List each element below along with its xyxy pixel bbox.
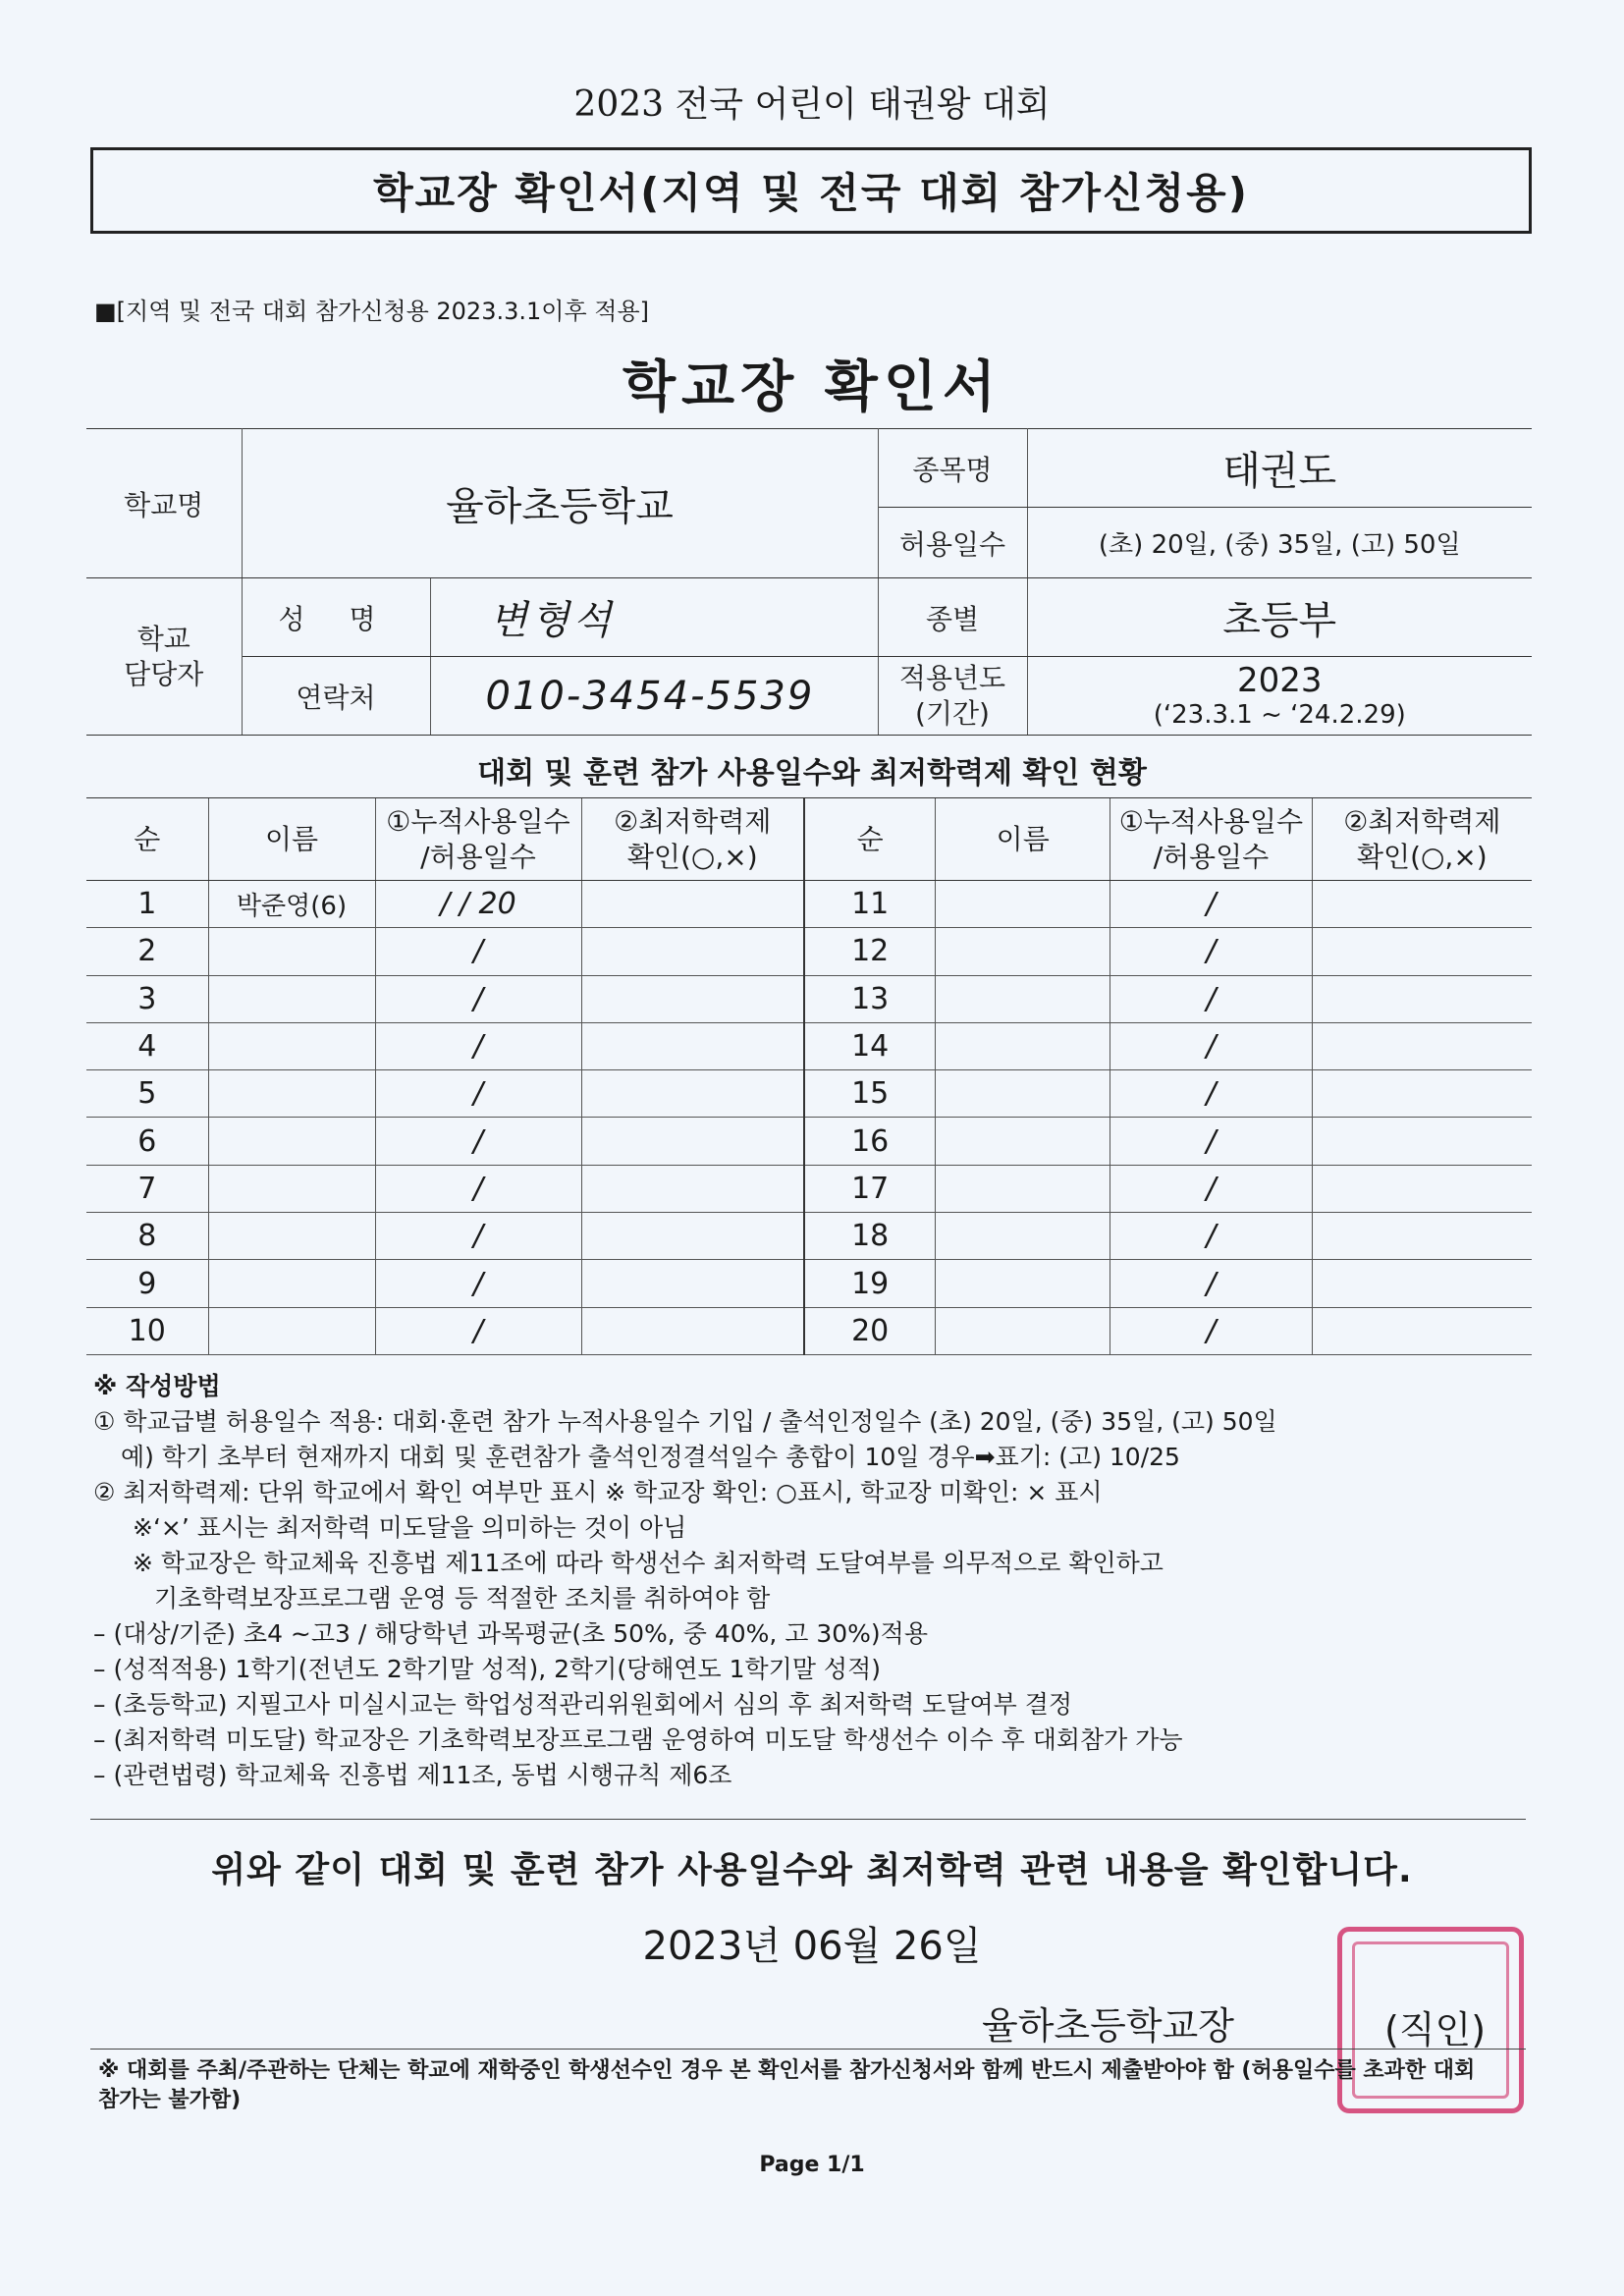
cell-no: 1 — [86, 881, 208, 928]
header-check: ②최저학력제 확인(○,×) — [581, 798, 803, 881]
cell-check — [581, 1118, 803, 1165]
cell-days: / — [1110, 1213, 1313, 1260]
school-name-value: 율하초등학교 — [242, 429, 878, 578]
cell-check — [1312, 1118, 1532, 1165]
cell-days: / — [1110, 1118, 1313, 1165]
issue-date: 2023년 06월 26일 — [642, 1924, 982, 1969]
cell-no: 9 — [86, 1260, 208, 1307]
table-row — [86, 1022, 803, 1069]
cell-days: / — [375, 1307, 581, 1354]
sport-label: 종목명 — [878, 429, 1027, 508]
instructions — [93, 1369, 1537, 1793]
cell-days: / — [375, 1213, 581, 1260]
table-row — [804, 1307, 1532, 1354]
cell-days: / — [1110, 1165, 1313, 1212]
cell-name — [936, 1070, 1110, 1118]
cell-check — [1312, 1260, 1532, 1307]
cell-no: 4 — [86, 1022, 208, 1069]
cell-days: / — [1110, 1260, 1313, 1307]
instruction-line: ① 학교급별 허용일수 적용: 대회·훈련 참가 누적사용일수 기입 / 출석인정일수 (초) 20일, (중) 35일, (고) 50일 — [93, 1407, 1277, 1436]
cell-days: / / 20 — [375, 881, 581, 928]
cell-check — [1312, 975, 1532, 1022]
table-row — [804, 1118, 1532, 1165]
table-row — [86, 1118, 803, 1165]
cell-no: 18 — [804, 1213, 936, 1260]
divider — [90, 1819, 1526, 1820]
status-right-body — [804, 881, 1532, 1355]
cell-name — [208, 1070, 375, 1118]
cell-check — [1312, 928, 1532, 975]
days-value: (초) 20일, (중) 35일, (고) 50일 — [1027, 508, 1532, 578]
cell-name — [936, 881, 1110, 928]
name-label: 성 명 — [242, 578, 430, 657]
manager-name-value: 변형석 — [430, 578, 878, 657]
cell-no: 16 — [804, 1118, 936, 1165]
instruction-line: – (성적적용) 1학기(전년도 2학기말 성적), 2학기(당해연도 1학기말 성적) — [93, 1655, 881, 1683]
table-row — [86, 1213, 803, 1260]
cell-name — [936, 1213, 1110, 1260]
instruction-line: – (대상/기준) 초4 ~고3 / 해당학년 과목평균(초 50%, 중 40%, 고 30%)적용 — [93, 1619, 928, 1648]
cell-check — [581, 1260, 803, 1307]
cell-days: / — [375, 1260, 581, 1307]
year-cell — [1027, 657, 1532, 736]
header-check: ②최저학력제 확인(○,×) — [1312, 798, 1532, 881]
instruction-line: – (관련법령) 학교체육 진흥법 제11조, 동법 시행규칙 제6조 — [93, 1761, 732, 1789]
cell-no: 20 — [804, 1307, 936, 1354]
cell-no: 12 — [804, 928, 936, 975]
cell-no: 14 — [804, 1022, 936, 1069]
cell-days: / — [375, 1165, 581, 1212]
header-no: 순 — [804, 798, 936, 881]
instruction-line: 예) 학기 초부터 현재까지 대회 및 훈련참가 출석인정결석일수 총합이 10일 경우➡표기: (고) 10/25 — [121, 1443, 1180, 1471]
cell-days: / — [375, 975, 581, 1022]
table-row — [804, 1070, 1532, 1118]
table-row — [86, 881, 803, 928]
header-no: 순 — [86, 798, 208, 881]
page-number: Page 1/1 — [759, 2153, 865, 2177]
cell-name — [936, 1260, 1110, 1307]
table-row — [804, 1213, 1532, 1260]
period-value: (‘23.3.1 ~ ‘24.2.29) — [1153, 699, 1406, 730]
cell-days: / — [375, 1118, 581, 1165]
instruction-line: ※ 작성방법 — [93, 1372, 221, 1400]
cell-no: 7 — [86, 1165, 208, 1212]
cell-check — [1312, 1165, 1532, 1212]
instruction-line: ② 최저학력제: 단위 학교에서 확인 여부만 표시 ※ 학교장 확인: ○표시, 학교장 미확인: × 표시 — [93, 1478, 1103, 1506]
days-label: 허용일수 — [878, 508, 1027, 578]
cell-check — [581, 975, 803, 1022]
sport-value: 태권도 — [1027, 429, 1532, 508]
school-name-label: 학교명 — [86, 429, 242, 578]
cell-no: 17 — [804, 1165, 936, 1212]
apply-note: ■[지역 및 전국 대회 참가신청용 2023.3.1이후 적용] — [94, 298, 649, 325]
table-row — [86, 1165, 803, 1212]
table-row — [86, 1307, 803, 1354]
year-label: 적용년도 (기간) — [878, 657, 1027, 736]
cell-days: / — [375, 1070, 581, 1118]
status-title: 대회 및 훈련 참가 사용일수와 최저학력제 확인 현황 — [477, 756, 1147, 791]
table-row — [804, 975, 1532, 1022]
table-row — [86, 1260, 803, 1307]
cell-days: / — [1110, 1307, 1313, 1354]
cell-no: 2 — [86, 928, 208, 975]
cell-no: 5 — [86, 1070, 208, 1118]
header-days: ①누적사용일수 /허용일수 — [375, 798, 581, 881]
cell-days: / — [1110, 881, 1313, 928]
status-table-right — [803, 797, 1532, 1355]
seal-mark: (직인) — [1384, 2008, 1487, 2051]
cell-name — [208, 1307, 375, 1354]
table-row — [804, 1165, 1532, 1212]
contact-value: 010-3454-5539 — [430, 657, 878, 736]
cell-check — [1312, 881, 1532, 928]
status-table-left — [86, 797, 803, 1355]
certificate-title: 학교장 확인서 — [622, 355, 1002, 419]
cell-no: 11 — [804, 881, 936, 928]
cell-name: 박준영(6) — [208, 881, 375, 928]
division-value: 초등부 — [1027, 578, 1532, 657]
cell-check — [1312, 1307, 1532, 1354]
event-title: 2023 전국 어린이 태권왕 대회 — [573, 84, 1051, 125]
table-row — [804, 928, 1532, 975]
cell-no: 3 — [86, 975, 208, 1022]
instruction-line: ※ 학교장은 학교체육 진흥법 제11조에 따라 학생선수 최저학력 도달여부를 의무적으로 확인하고 — [133, 1549, 1164, 1577]
cell-name — [936, 1165, 1110, 1212]
instruction-line: ※‘×’ 표시는 최저학력 미도달을 의미하는 것이 아님 — [133, 1513, 687, 1542]
cell-check — [581, 1165, 803, 1212]
cell-check — [581, 1307, 803, 1354]
info-table — [86, 428, 1532, 736]
status-left-body — [86, 881, 803, 1355]
cell-days: / — [375, 928, 581, 975]
cell-no: 8 — [86, 1213, 208, 1260]
instruction-line: – (최저학력 미도달) 학교장은 기초학력보장프로그램 운영하여 미도달 학생선수 이수 후 대회참가 가능 — [93, 1725, 1183, 1754]
cell-no: 15 — [804, 1070, 936, 1118]
header-name: 이름 — [936, 798, 1110, 881]
cell-name — [936, 928, 1110, 975]
cell-check — [581, 881, 803, 928]
cell-days: / — [1110, 928, 1313, 975]
cell-name — [208, 975, 375, 1022]
cell-check — [581, 1022, 803, 1069]
table-row — [804, 1260, 1532, 1307]
cell-name — [208, 1165, 375, 1212]
cell-check — [1312, 1213, 1532, 1260]
principal-name: 율하초등학교장 — [982, 2004, 1234, 2048]
cell-check — [1312, 1022, 1532, 1069]
cell-no: 6 — [86, 1118, 208, 1165]
confirm-text: 위와 같이 대회 및 훈련 참가 사용일수와 최저학력 관련 내용을 확인합니다. — [211, 1850, 1413, 1890]
cell-days: / — [375, 1022, 581, 1069]
cell-days: / — [1110, 975, 1313, 1022]
cell-no: 10 — [86, 1307, 208, 1354]
year-value: 2023 — [1236, 660, 1323, 700]
contact-label: 연락처 — [242, 657, 430, 736]
cell-no: 13 — [804, 975, 936, 1022]
header-days: ①누적사용일수 /허용일수 — [1110, 798, 1313, 881]
table-row — [86, 928, 803, 975]
manager-label: 학교 담당자 — [86, 578, 242, 736]
cell-name — [936, 1307, 1110, 1354]
table-row — [804, 1022, 1532, 1069]
instruction-line: 기초학력보장프로그램 운영 등 적절한 조치를 취하여야 함 — [154, 1584, 771, 1613]
cell-name — [208, 1260, 375, 1307]
cell-check — [581, 1070, 803, 1118]
cell-name — [936, 1022, 1110, 1069]
divider — [90, 2049, 1526, 2050]
division-label: 종별 — [878, 578, 1027, 657]
cell-name — [208, 928, 375, 975]
footnote: ※ 대회를 주최/주관하는 단체는 학교에 재학중인 학생선수인 경우 본 확인서를 참가신청서와 함께 반드시 제출받아야 함 (허용일수를 초과한 대회 참가는 불가함) — [98, 2058, 1476, 2112]
table-row — [86, 975, 803, 1022]
header-name: 이름 — [208, 798, 375, 881]
cell-name — [208, 1118, 375, 1165]
cell-check — [1312, 1070, 1532, 1118]
cell-name — [936, 975, 1110, 1022]
cell-check — [581, 1213, 803, 1260]
cell-name — [208, 1022, 375, 1069]
table-row — [86, 1070, 803, 1118]
cell-days: / — [1110, 1022, 1313, 1069]
cell-days: / — [1110, 1070, 1313, 1118]
cell-name — [936, 1118, 1110, 1165]
instruction-line: – (초등학교) 지필고사 미실시교는 학업성적관리위원회에서 심의 후 최저학력 도달여부 결정 — [93, 1690, 1073, 1719]
form-title-box: 학교장 확인서(지역 및 전국 대회 참가신청용) — [90, 147, 1532, 234]
cell-no: 19 — [804, 1260, 936, 1307]
cell-name — [208, 1213, 375, 1260]
cell-check — [581, 928, 803, 975]
table-row — [804, 881, 1532, 928]
